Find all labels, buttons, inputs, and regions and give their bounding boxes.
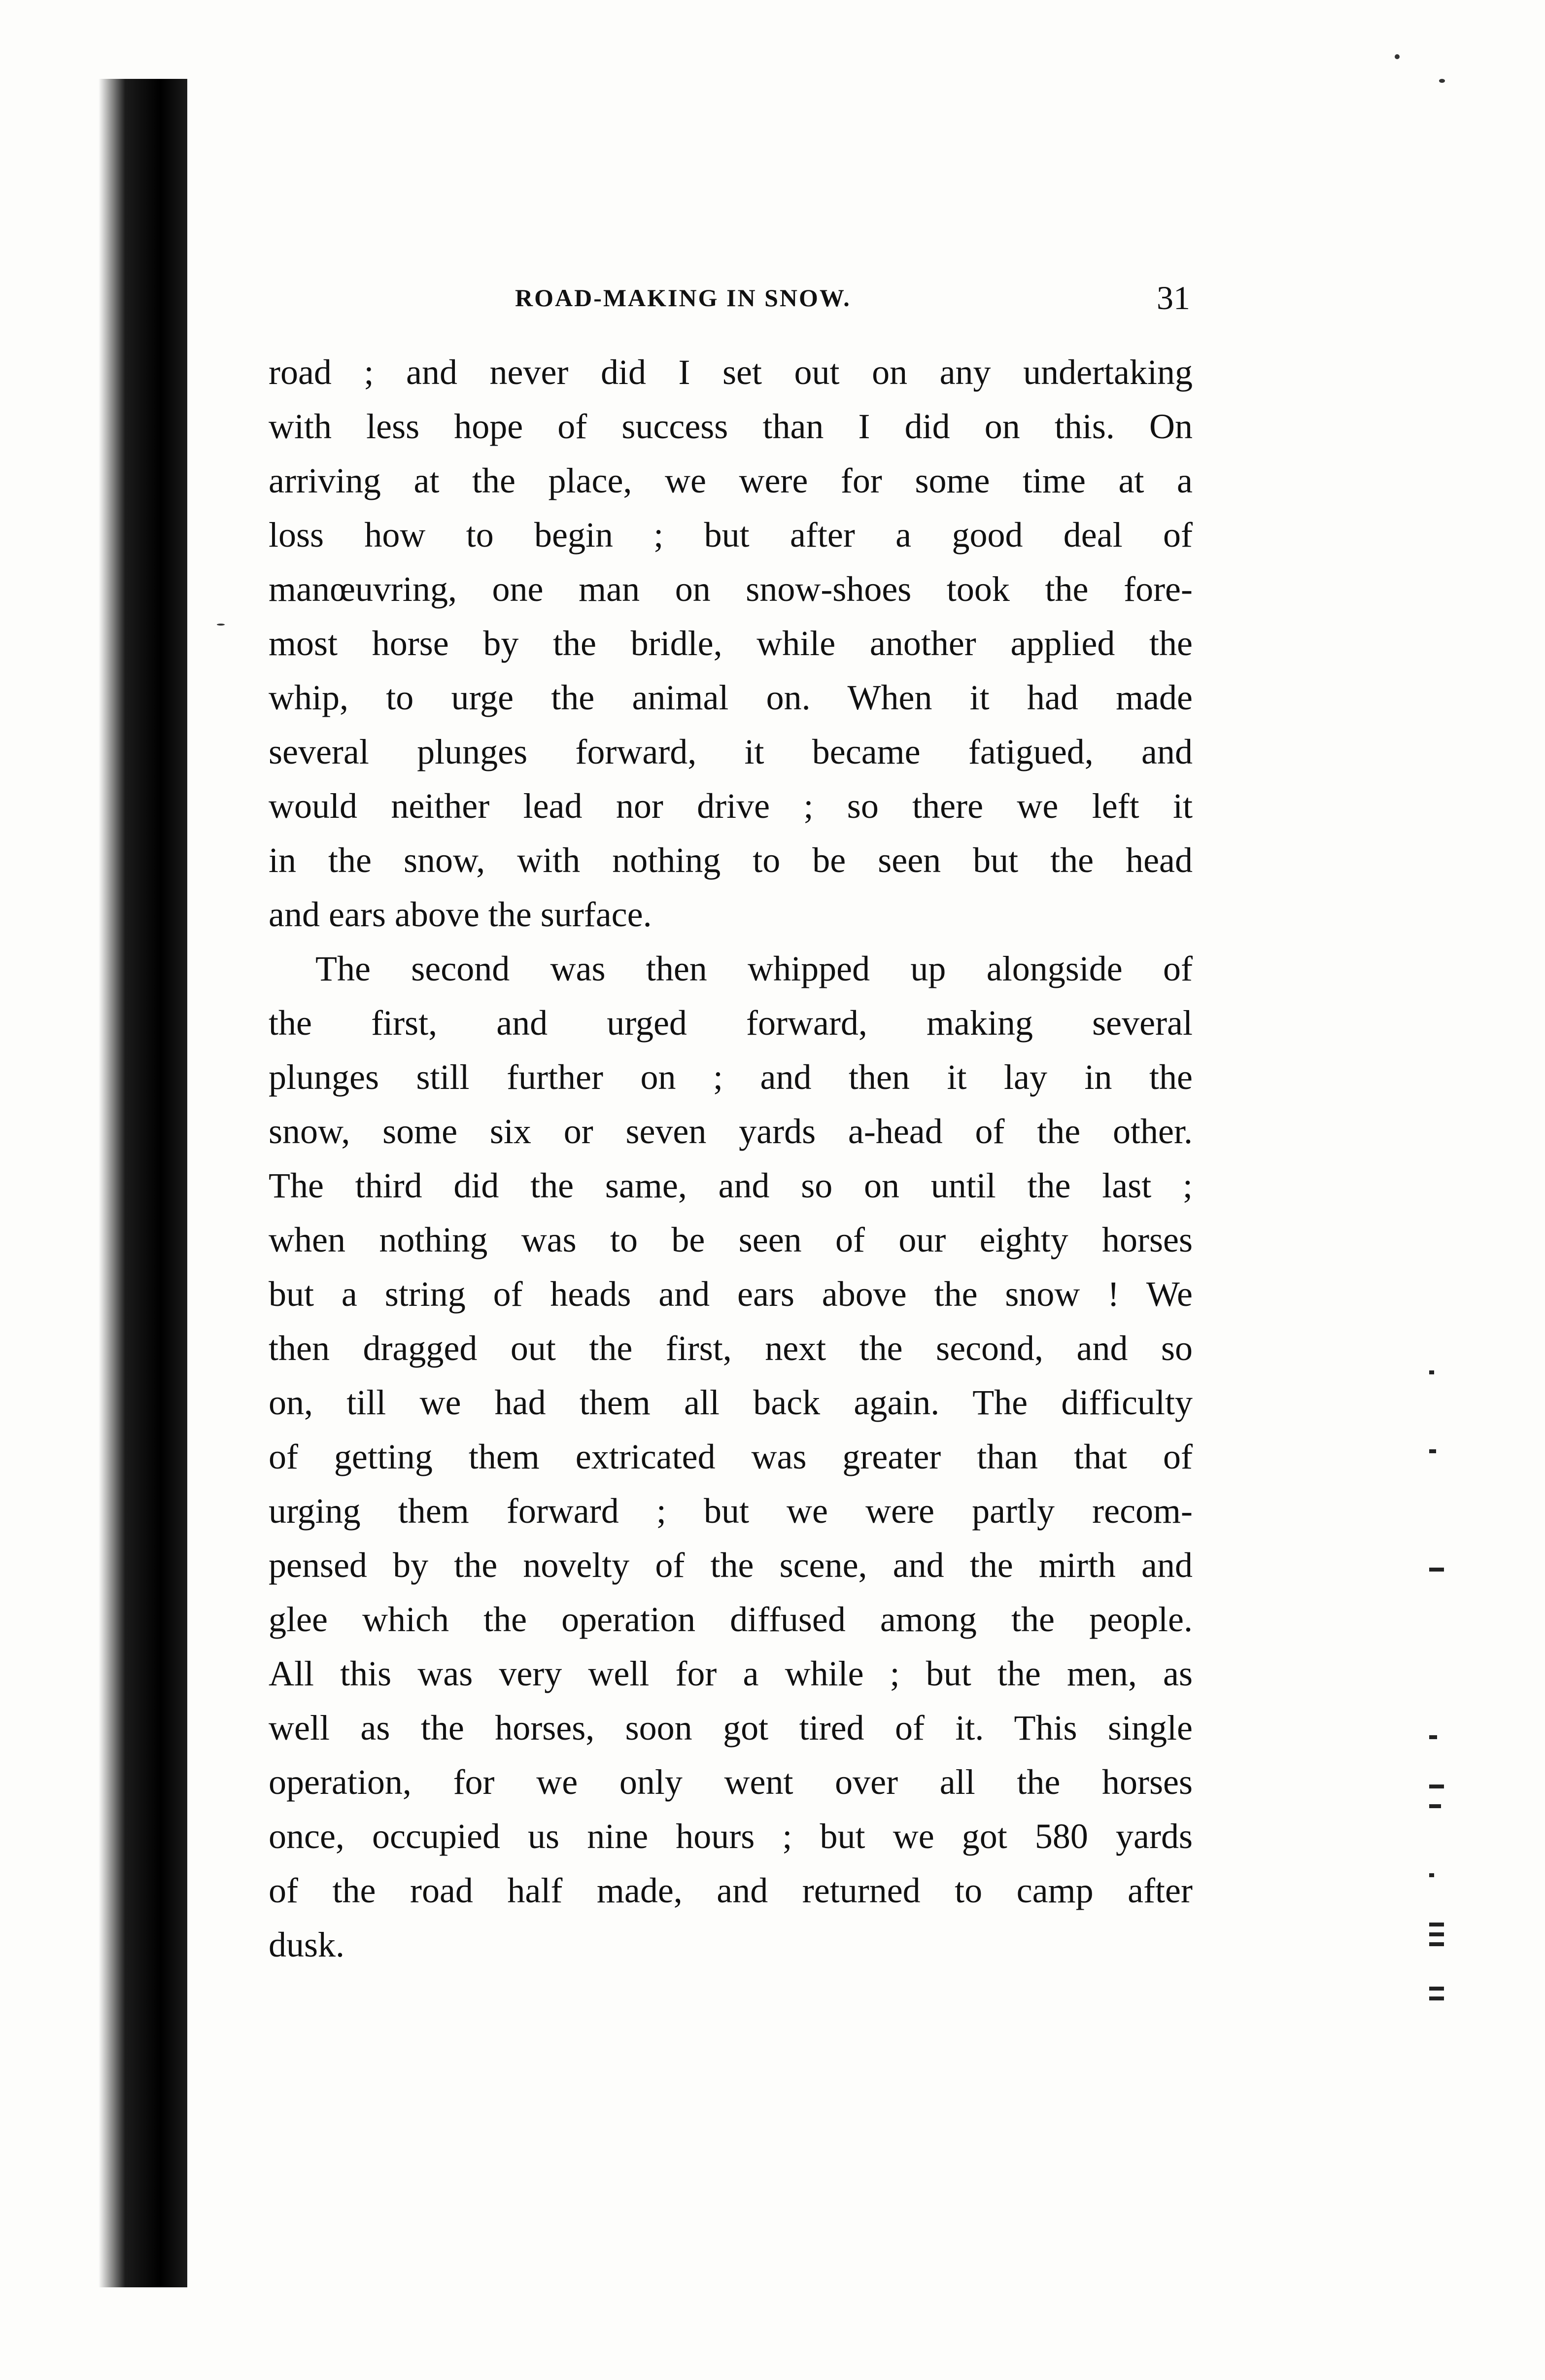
text-line: manœuvring, one man on snow-shoes took the fore- [269, 569, 1193, 609]
text-line: dusk. [269, 1925, 345, 1964]
text-line: loss how to begin ; but after a good deal of [269, 515, 1193, 555]
text-line: well as the horses, soon got tired of it. This single [269, 1708, 1193, 1748]
text-line: the first, and urged forward, making several [269, 1003, 1193, 1043]
running-head [269, 279, 1190, 323]
text-line: then dragged out the first, next the second, and so [269, 1329, 1193, 1368]
scan-speck [217, 624, 225, 626]
text-line: but a string of heads and ears above the snow ! We [269, 1274, 1193, 1314]
text-line: pensed by the novelty of the scene, and the mirth and [269, 1545, 1193, 1585]
paragraph-1 [269, 345, 1193, 942]
text-line: The second was then whipped up alongside of [315, 949, 1193, 988]
text-line: once, occupied us nine hours ; but we got 580 yards [269, 1817, 1193, 1856]
text-line: whip, to urge the animal on. When it had made [269, 678, 1193, 717]
text-line: most horse by the bridle, while another applied the [269, 624, 1193, 663]
text-line: All this was very well for a while ; but the men, as [269, 1654, 1193, 1693]
text-line: when nothing was to be seen of our eighty horses [269, 1220, 1193, 1260]
text-line: in the snow, with nothing to be seen but the head [269, 840, 1193, 880]
text-line: several plunges forward, it became fatigued, and [269, 732, 1193, 771]
book-binding-shadow [99, 79, 187, 2287]
text-line: with less hope of success than I did on this. On [269, 407, 1193, 446]
scan-speck [1439, 79, 1445, 83]
text-line: operation, for we only went over all the horses [269, 1762, 1193, 1802]
scan-speck [1395, 54, 1400, 59]
right-edge-marks [1419, 937, 1449, 2317]
text-line: plunges still further on ; and then it lay in the [269, 1057, 1193, 1097]
text-line: arriving at the place, we were for some time at a [269, 461, 1193, 500]
text-line: would neither lead nor drive ; so there we left it [269, 786, 1193, 826]
text-line: urging them forward ; but we were partly recom- [269, 1491, 1193, 1531]
text-line: road ; and never did I set out on any undertaking [269, 352, 1193, 392]
text-line: of getting them extricated was greater than that of [269, 1437, 1193, 1476]
body-text [269, 345, 1193, 1972]
text-line: snow, some six or seven yards a-head of the other. [269, 1112, 1193, 1151]
page-number: 31 [1157, 279, 1190, 316]
running-head-title: ROAD-MAKING IN SNOW. [515, 284, 851, 312]
paragraph-2 [269, 942, 1193, 1972]
text-line: glee which the operation diffused among the people. [269, 1600, 1193, 1639]
text-line: and ears above the surface. [269, 895, 652, 934]
text-line: on, till we had them all back again. The difficulty [269, 1383, 1193, 1422]
text-line: The third did the same, and so on until the last ; [269, 1166, 1193, 1205]
text-line: of the road half made, and returned to camp after [269, 1871, 1193, 1910]
